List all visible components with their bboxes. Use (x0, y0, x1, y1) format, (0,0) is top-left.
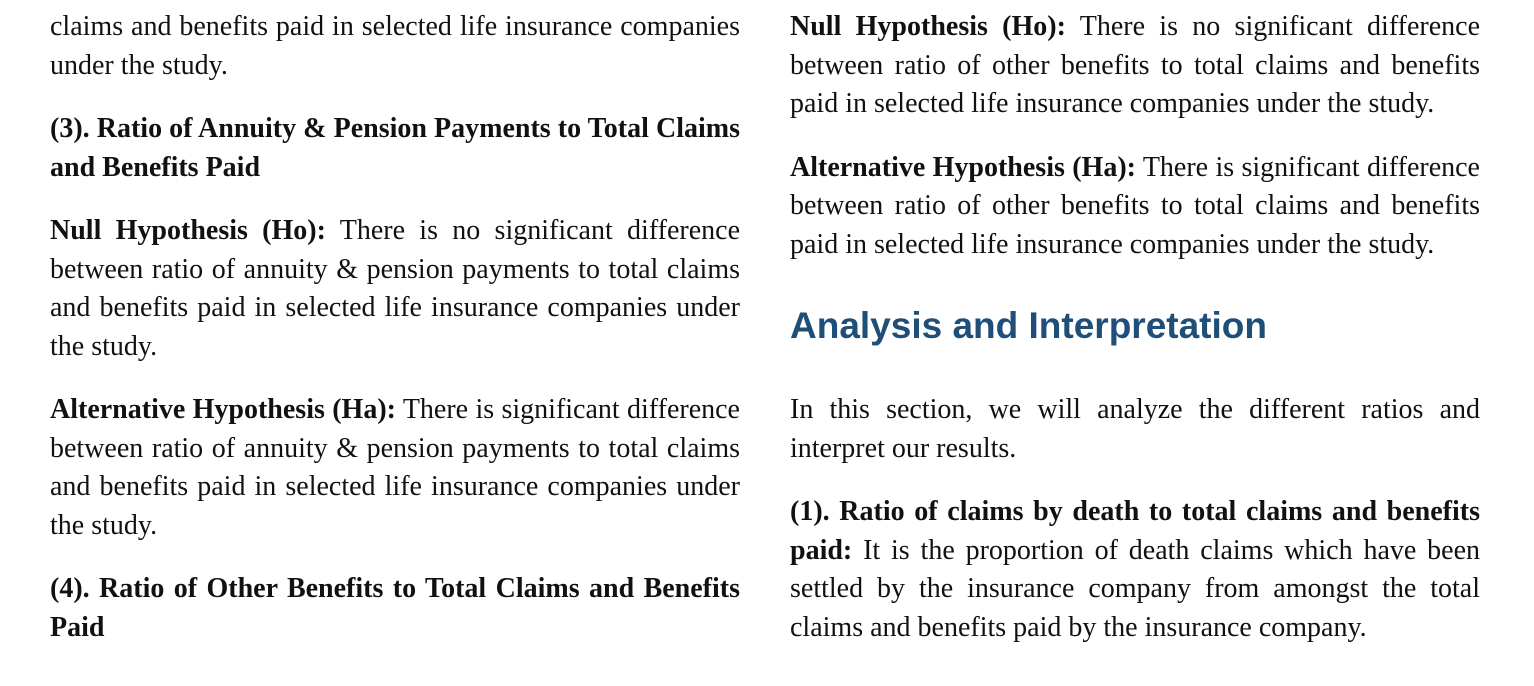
section-heading: Analysis and Interpretation (790, 305, 1267, 346)
ratio-1-text: It is the proportion of death claims which have been settled by the insurance company from amongst the total claims and benefits paid by the insurance company. (790, 534, 1480, 643)
heading-ratio-3: (3). Ratio of Annuity & Pension Payments to Total Claims and Benefits Paid (50, 113, 740, 183)
continuation-paragraph: claims and benefits paid in selected life insurance companies under the study. (50, 11, 740, 81)
ratio-1-paragraph (790, 493, 1480, 647)
alternative-hypothesis-text: There is significant difference between ratio of annuity & pension payments to total claims and benefits paid in selected life insurance companies under the study. (50, 394, 740, 541)
null-hypothesis-4 (790, 8, 1480, 124)
null-hypothesis-text: There is no significant difference between ratio of other benefits to total claims and benefits paid in selected life insurance companies under the study. (790, 11, 1480, 119)
alternative-hypothesis-4 (790, 149, 1480, 265)
alternative-hypothesis-label: Alternative Hypothesis (Ha): (50, 394, 396, 425)
null-hypothesis-label: Null Hypothesis (Ho): (790, 11, 1066, 42)
alternative-hypothesis-label: Alternative Hypothesis (Ha): (790, 151, 1136, 183)
alternative-hypothesis-text: There is significant difference between ratio of other benefits to total claims and benefits paid in selected life insurance companies under the study. (790, 151, 1480, 260)
null-hypothesis-text: There is no significant difference between ratio of annuity & pension payments to total claims and benefits paid in selected life insurance companies under the study. (50, 215, 740, 362)
alternative-hypothesis-3 (50, 391, 740, 545)
right-column (790, 8, 1480, 672)
intro-paragraph: In this section, we will analyze the different ratios and interpret our results. (790, 394, 1480, 464)
left-column (50, 8, 740, 672)
heading-ratio-4: (4). Ratio of Other Benefits to Total Claims and Benefits Paid (50, 573, 740, 643)
null-hypothesis-label: Null Hypothesis (Ho): (50, 215, 326, 246)
null-hypothesis-3 (50, 212, 740, 366)
ratio-1-label: (1). Ratio of claims by death to total claims and benefits paid: (790, 496, 1480, 566)
